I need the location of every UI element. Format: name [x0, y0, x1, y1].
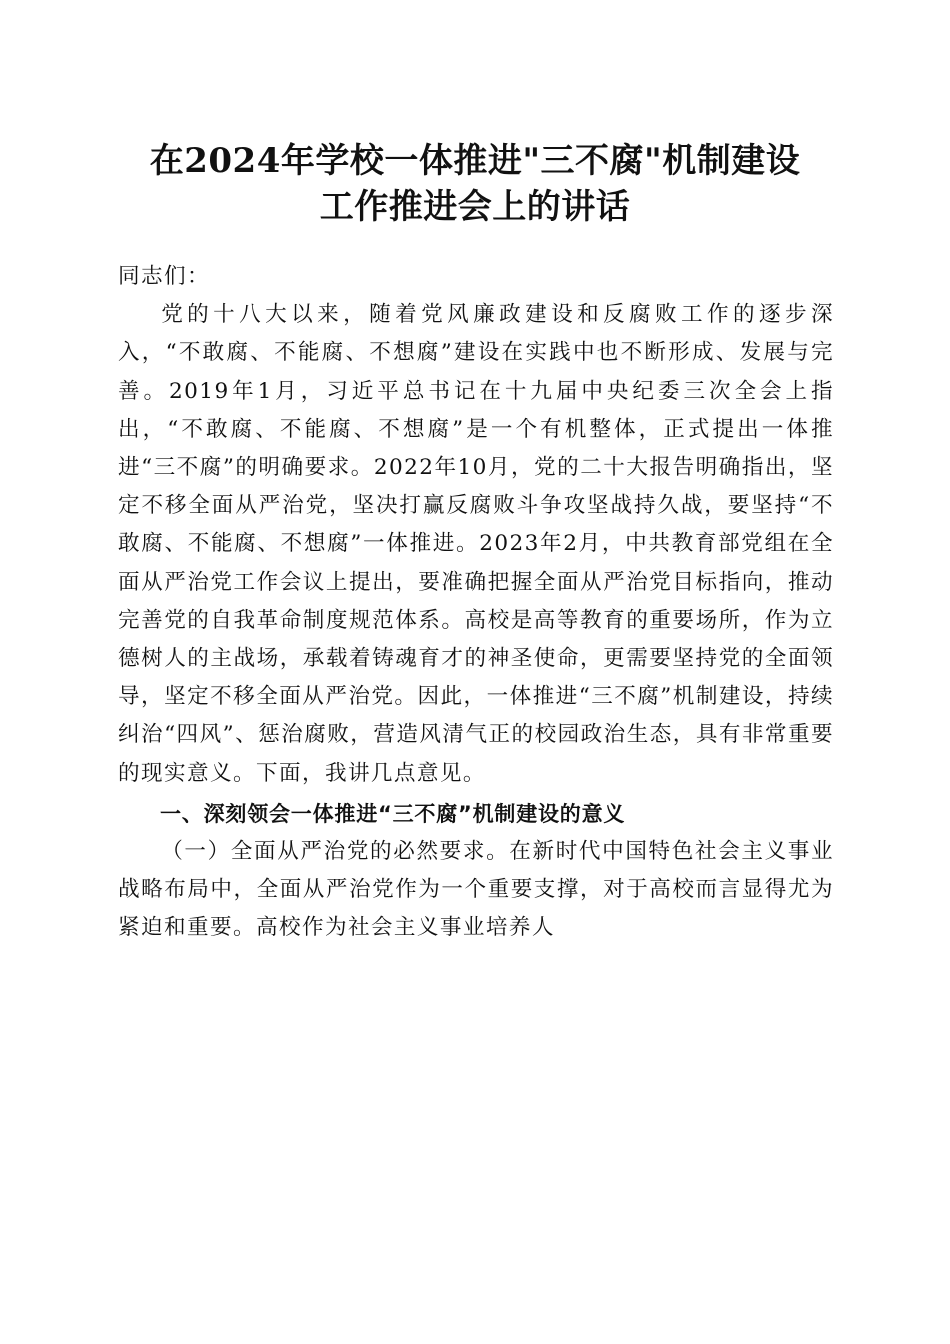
section-heading: 一、深刻领会一体推进“三不腐”机制建设的意义 [160, 801, 626, 826]
document-title [60, 138, 890, 230]
subsection-text: 在新时代中国特色社会主义事业战略布局中，全面从严治党作为一个重要支撑，对于高校而言显得尤为紧迫和重要。高校作为社会主义事业培养人 [118, 839, 834, 941]
intro-paragraph: 党的十八大以来，随着党风廉政建设和反腐败工作的逐步深入，“不敢腐、不能腐、不想腐”建设在实践中也不断形成、发展与完善。2019年1月，习近平总书记在十九届中央纪委三次全会上指出，“不敢腐、不能腐、不想腐”是一个有机整体，正式提出一体推进“三不腐”的明确要求。2022年10月，党的二十大报告明确指出，坚定不移全面从严治党，坚决打赢反腐败斗争攻坚战持久战，要坚持“不敢腐、不能腐、不想腐”一体推进。2023年2月，中共教育部党组在全面从严治党工作会议上提出，要准确把握全面从严治党目标指向，推动完善党的自我革命制度规范体系。高校是高等教育的重要场所，作为立德树人的主战场，承载着铸魂育才的神圣使命，更需要坚持党的全面领导，坚定不移全面从严治党。因此，一体推进“三不腐”机制建设，持续纠治“四风”、惩治腐败，营造风清气正的校园政治生态，具有非常重要的现实意义。下面，我讲几点意见。 [118, 302, 834, 786]
subsection-paragraph [118, 833, 834, 948]
document-body [118, 258, 834, 948]
subsection-label: （一）全面从严治党的必然要求。 [161, 839, 510, 865]
title-line-2: 工作推进会上的讲话 [319, 187, 631, 227]
title-line-1: 在2024年学校一体推进"三不腐"机制建设 [149, 141, 801, 181]
salutation: 同志们： [118, 264, 210, 289]
